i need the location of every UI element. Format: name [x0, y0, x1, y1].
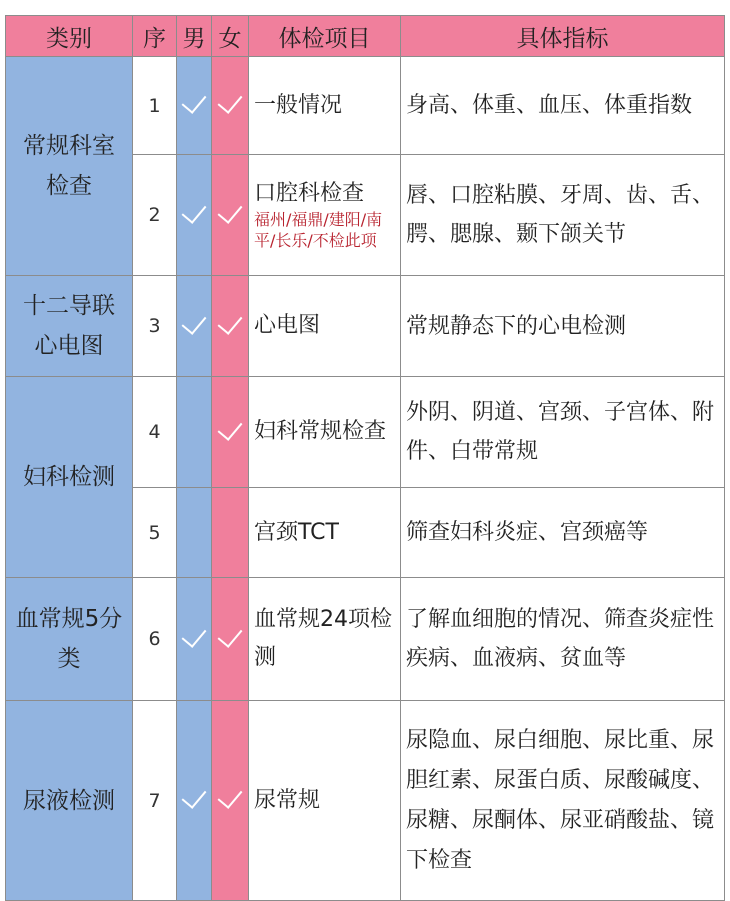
spec-text: 了解血细胞的情况、筛查炎症性疾病、血液病、贫血等 [406, 607, 715, 671]
item-cell [249, 57, 401, 155]
spec-cell [401, 155, 725, 276]
item-label: 一般情况 [254, 92, 343, 118]
item-note: 福州/福鼎/建阳/南平/长乐/不检此项 [254, 210, 383, 250]
table-row [6, 701, 725, 901]
seq-cell: 3 [133, 276, 177, 377]
female-cell [212, 488, 249, 578]
seq-cell: 6 [133, 578, 177, 701]
check-icon [182, 622, 207, 648]
male-cell [177, 488, 212, 578]
male-cell [177, 155, 212, 276]
header-female: 女 [212, 16, 249, 57]
item-label: 妇科常规检查 [254, 419, 387, 444]
check-icon [218, 309, 243, 335]
spec-cell [401, 578, 725, 701]
male-cell [177, 701, 212, 901]
female-cell [212, 578, 249, 701]
female-cell [212, 57, 249, 155]
spec-cell [401, 57, 725, 155]
header-item: 体检项目 [249, 16, 401, 57]
male-cell [177, 377, 212, 488]
header-seq: 序 [133, 16, 177, 57]
item-cell [249, 488, 401, 578]
spec-text: 外阴、阴道、宫颈、子宫体、附件、白带常规 [406, 400, 715, 464]
category-cell [6, 276, 133, 377]
header-male: 男 [177, 16, 212, 57]
female-cell [212, 377, 249, 488]
spec-cell [401, 488, 725, 578]
header-row [6, 16, 725, 57]
item-label: 宫颈TCT [254, 519, 339, 545]
spec-text: 常规静态下的心电检测 [406, 313, 627, 339]
spec-cell [401, 276, 725, 377]
spec-text: 身高、体重、血压、体重指数 [406, 93, 693, 118]
seq-cell: 5 [133, 488, 177, 578]
category-label: 尿液检测 [23, 787, 115, 814]
exam-table [5, 15, 725, 901]
item-cell [249, 276, 401, 377]
female-cell [212, 276, 249, 377]
seq-cell: 4 [133, 377, 177, 488]
category-label: 十二导联心电图 [23, 293, 115, 359]
check-icon [218, 88, 243, 114]
item-cell [249, 155, 401, 276]
category-label: 常规科室检查 [23, 133, 115, 199]
category-cell [6, 57, 133, 276]
category-label: 血常规5分类 [15, 606, 123, 672]
table-row [6, 57, 725, 155]
category-cell [6, 701, 133, 901]
category-cell [6, 377, 133, 578]
check-icon [218, 415, 243, 441]
category-cell [6, 578, 133, 701]
male-cell [177, 57, 212, 155]
table-row [6, 578, 725, 701]
item-label: 血常规24项检测 [254, 607, 392, 670]
item-cell [249, 377, 401, 488]
item-cell [249, 578, 401, 701]
check-icon [218, 783, 243, 809]
check-icon [182, 198, 207, 224]
category-label: 妇科检测 [23, 464, 115, 490]
seq-cell: 7 [133, 701, 177, 901]
check-icon [218, 198, 243, 224]
table-row [6, 276, 725, 377]
spec-cell [401, 377, 725, 488]
female-cell [212, 155, 249, 276]
spec-cell [401, 701, 725, 901]
spec-text: 筛查妇科炎症、宫颈癌等 [406, 520, 649, 545]
check-icon [182, 88, 207, 114]
item-label: 尿常规 [254, 787, 321, 813]
female-cell [212, 701, 249, 901]
header-spec: 具体指标 [401, 16, 725, 57]
item-label: 心电图 [254, 313, 321, 338]
spec-text: 尿隐血、尿白细胞、尿比重、尿胆红素、尿蛋白质、尿酸碱度、尿糖、尿酮体、尿亚硝酸盐、镜下检查 [406, 727, 715, 873]
check-icon [218, 622, 243, 648]
spec-text: 唇、口腔粘膜、牙周、齿、舌、腭、腮腺、颞下颌关节 [406, 183, 715, 247]
item-label: 口腔科检查 [254, 181, 365, 206]
check-icon [182, 309, 207, 335]
item-cell [249, 701, 401, 901]
exam-table-container [5, 15, 724, 901]
seq-cell: 2 [133, 155, 177, 276]
table-row [6, 377, 725, 488]
male-cell [177, 276, 212, 377]
male-cell [177, 578, 212, 701]
check-icon [182, 783, 207, 809]
header-category: 类别 [6, 16, 133, 57]
seq-cell: 1 [133, 57, 177, 155]
